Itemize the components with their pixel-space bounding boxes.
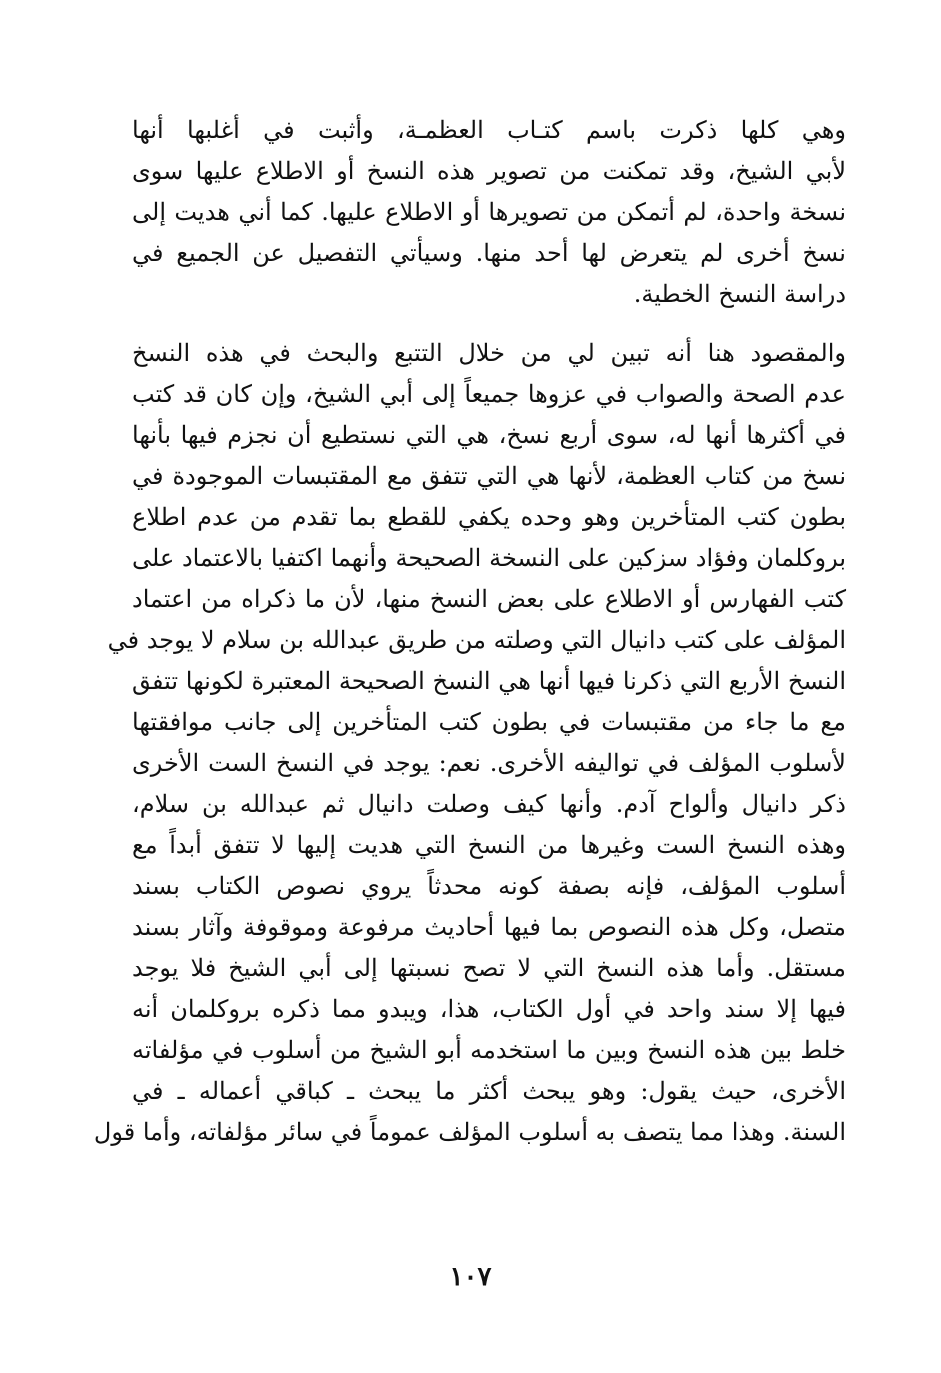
text-line: خلط بين هذه النسخ وبين ما استخدمه أبو الشيخ من أسلوب في مؤلفاته: [132, 1036, 846, 1064]
text-line: بروكلمان وفؤاد سزكين على النسخة الصحيحة وأنهما اكتفيا بالاعتماد على: [132, 544, 846, 572]
text-line: عدم الصحة والصواب في عزوها جميعاً إلى أبي الشيخ، وإن كان قد كتب: [132, 380, 846, 408]
text-line: المؤلف على كتب دانيال التي وصلته من طريق عبدالله بن سلام لا يوجد في: [107, 626, 846, 654]
text-line: أسلوب المؤلف، فإنه بصفة كونه محدثاً يروي نصوص الكتاب بسند: [132, 872, 846, 900]
page-body: [93, 110, 847, 1153]
text-line: وهذه النسخ الست وغيرها من النسخ التي هديت إليها لا تتفق أبداً مع: [132, 831, 846, 859]
text-line: السنة. وهذا مما يتصف به أسلوب المؤلف عموماً في سائر مؤلفاته، وأما قول: [93, 1118, 846, 1146]
text-line: فيها إلا سند واحد في أول الكتاب، هذا، ويبدو مما ذكره بروكلمان أنه: [132, 995, 846, 1023]
text-line: الأخرى، حيث يقول: وهو يبحث أكثر ما يبحث ـ كباقي أعماله ـ في: [132, 1077, 846, 1105]
text-line: والمقصود هنا أنه تبين لي من خلال التتبع والبحث في هذه النسخ: [132, 339, 846, 367]
text-line: نسخة واحدة، لم أتمكن من تصويرها أو الاطلاع عليها. كما أني هديت إلى: [132, 198, 846, 226]
page-number: ١٠٧: [449, 1262, 492, 1292]
text-line: النسخ الأربع التي ذكرنا فيها أنها هي النسخ الصحيحة المعتبرة لكونها تتفق: [132, 667, 846, 695]
text-line: متصل، وكل هذه النصوص بما فيها أحاديث مرفوعة وموقوفة وآثار بسند: [132, 913, 846, 941]
text-line: مع ما جاء من مقتبسات في بطون كتب المتأخرين إلى جانب موافقتها: [132, 708, 847, 736]
text-line: نسخ أخرى لم يتعرض لها أحد منها. وسيأتي التفصيل عن الجميع في: [132, 239, 846, 267]
text-line: بطون كتب المتأخرين وهو وحده يكفي للقطع بما تقدم من عدم اطلاع: [132, 503, 846, 531]
text-line: ذكر دانيال وألواح آدم. وأنها كيف وصلت دانيال ثم عبدالله بن سلام،: [132, 790, 846, 818]
text-line: دراسة النسخ الخطية.: [633, 280, 846, 308]
paragraph: [93, 333, 847, 1153]
text-line: وهي كلها ذكرت باسم كتـاب العظمـة، وأثبت في أغلبها أنها: [132, 116, 846, 144]
text-line: كتب الفهارس أو الاطلاع على بعض النسخ منها، لأن ما ذكراه من اعتماد: [132, 585, 846, 613]
text-line: لأبي الشيخ، وقد تمكنت من تصوير هذه النسخ أو الاطلاع عليها سوى: [132, 157, 847, 185]
paragraph: [132, 110, 846, 315]
text-line: في أكثرها أنها له، سوى أربع نسخ، هي التي نستطيع أن نجزم فيها بأنها: [132, 421, 846, 449]
text-line: لأسلوب المؤلف في تواليفه الأخرى. نعم: يوجد في النسخ الست الأخرى: [132, 749, 846, 777]
text-line: مستقل. وأما هذه النسخ التي لا تصح نسبتها إلى أبي الشيخ فلا يوجد: [132, 954, 846, 982]
text-line: نسخ من كتاب العظمة، لأنها هي التي تتفق مع المقتبسات الموجودة في: [132, 462, 846, 490]
